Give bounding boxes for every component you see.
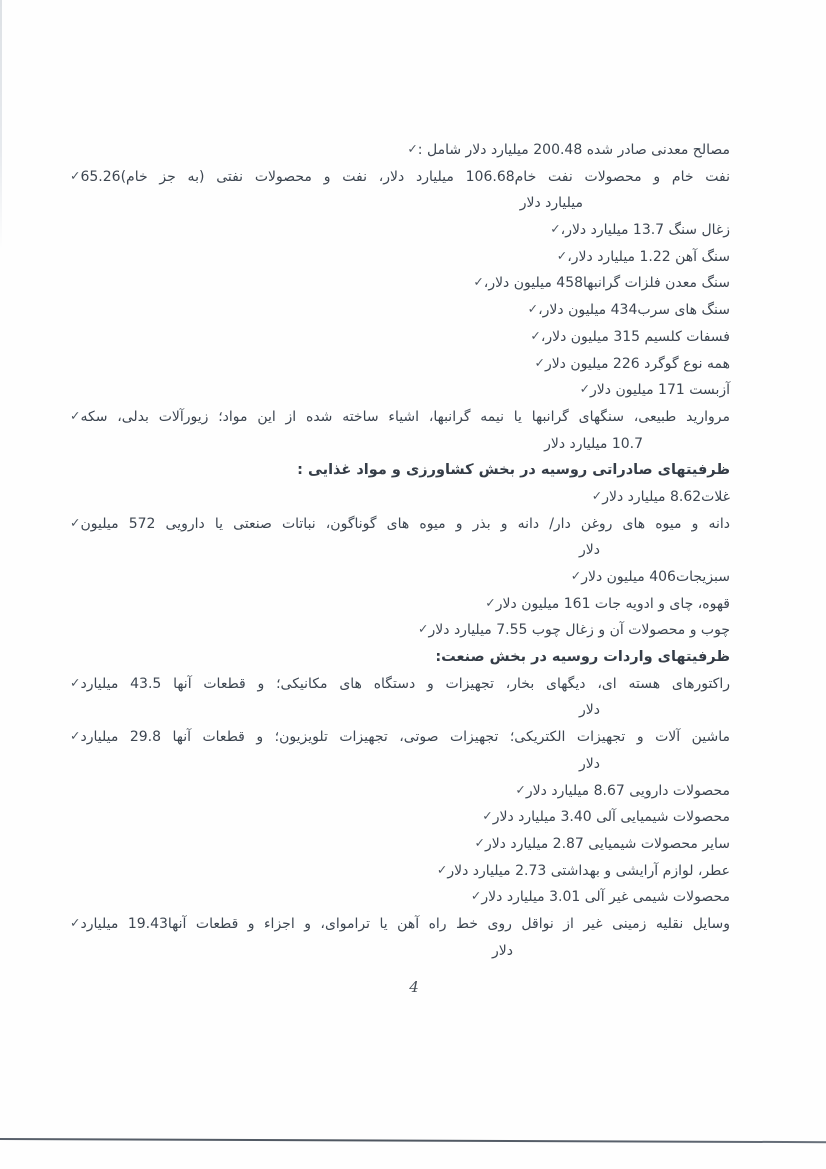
bullet-item (63, 484, 730, 511)
bullet-item (63, 831, 730, 858)
checkmark-bullet-icon: ✓ (70, 728, 81, 744)
continuation-text: دلار (579, 542, 600, 559)
checkmark-bullet-icon: ✓ (70, 914, 81, 930)
bullet-item-text: نفت خام و محصولات نفت خام106.68 میلیارد دلار، نفت و محصولات نفتی (به جز خام)65.26 (80, 168, 730, 185)
bullet-item (63, 297, 730, 324)
bullet-item-text: فسفات کلسیم 315 میلیون دلار، (540, 328, 730, 345)
continuation-text: میلیارد دلار (519, 195, 583, 212)
checkmark-bullet-icon: ✓ (70, 167, 81, 183)
checkmark-bullet-icon: ✓ (556, 247, 568, 263)
continuation-text: دلار (579, 755, 600, 772)
bullet-item-text: ماشین آلات و تجهیزات الکتریکی؛ تجهیزات صوتی، تجهیزات تلویزیون؛ و قطعات آنها 29.8 میلیارد (80, 729, 731, 746)
continuation-text: 10.7 میلیارد دلار (544, 435, 643, 452)
bullet-item-text: قهوه، چای و ادویه جات 161 میلیون دلار (495, 595, 730, 612)
bullet-item-text: سنگ معدن فلزات گرانبها458 میلیون دلار، (483, 275, 730, 292)
bullet-item-text: سنگ های سرب434 میلیون دلار، (538, 302, 730, 319)
checkmark-bullet-icon: ✓ (534, 354, 545, 370)
bullet-item-text: چوب و محصولات آن و زغال چوب 7.55 میلیارد دلار (428, 622, 730, 639)
bullet-item (63, 404, 730, 431)
bullet-item (63, 617, 730, 644)
section-heading-industry-imports (63, 644, 730, 671)
bullet-item (63, 351, 730, 378)
checkmark-bullet-icon: ✓ (515, 781, 526, 797)
bullet-item (63, 244, 730, 271)
bullet-item (63, 671, 730, 698)
bullet-item-text: سبزیجات406 میلیون دلار (581, 569, 730, 585)
continuation-line (63, 938, 730, 965)
continuation-line (63, 190, 730, 217)
bullet-item-text: مصالح معدنی صادر شده 200.48 میلیارد دلار شامل : (417, 142, 730, 158)
section-heading-text: ظرفیتهای صادراتی روسیه در بخش کشاورزی و مواد غذایی : (297, 462, 730, 479)
checkmark-bullet-icon: ✓ (70, 514, 81, 530)
checkmark-bullet-icon: ✓ (70, 674, 81, 690)
checkmark-bullet-icon: ✓ (418, 621, 429, 637)
checkmark-bullet-icon: ✓ (530, 327, 541, 343)
bullet-item-text: سنگ آهن 1.22 میلیارد دلار، (567, 248, 730, 265)
bullet-item (63, 164, 730, 191)
continuation-line (63, 751, 730, 778)
bullet-item (63, 564, 730, 591)
checkmark-bullet-icon: ✓ (436, 861, 448, 877)
continuation-line (63, 431, 730, 458)
scan-edge-artifact-left (0, 0, 2, 250)
bullet-item (63, 591, 730, 618)
bullet-item (63, 911, 730, 938)
bullet-item-text: مروارید طبیعی، سنگهای گرانبها یا نیمه گرانبها، اشیاء ساخته شده از این مواد؛ زیورآلات بدلی، سکه (80, 408, 730, 425)
bullet-item (63, 884, 730, 911)
checkmark-bullet-icon: ✓ (470, 888, 482, 904)
bullet-item (63, 324, 730, 351)
checkmark-bullet-icon: ✓ (591, 487, 603, 503)
checkmark-bullet-icon: ✓ (70, 407, 81, 423)
bullet-item (63, 217, 730, 244)
bullet-item-text: محصولات شیمیایی آلی 3.40 میلیارد دلار (492, 809, 730, 826)
scan-edge-line-bottom (0, 1138, 826, 1143)
bullet-item (63, 724, 730, 751)
bullet-item-text: آزبست 171 میلیون دلار (590, 382, 730, 399)
bullet-item-text: محصولات شیمی غیر آلی 3.01 میلیارد دلار (481, 889, 730, 906)
checkmark-bullet-icon: ✓ (579, 381, 591, 397)
bullet-item (63, 778, 730, 805)
bullet-item (63, 804, 730, 831)
continuation-line (63, 697, 730, 724)
checkmark-bullet-icon: ✓ (527, 301, 539, 317)
checkmark-bullet-icon: ✓ (473, 274, 484, 290)
bullet-item (63, 270, 730, 297)
bullet-item (63, 511, 730, 538)
continuation-text: دلار (579, 702, 600, 719)
bullet-item-text: عطر، لوازم آرایشی و بهداشتی 2.73 میلیارد دلار (447, 862, 730, 879)
continuation-line (63, 537, 730, 564)
checkmark-bullet-icon: ✓ (474, 834, 485, 850)
section-heading-text: ظرفیتهای واردات روسیه در بخش صنعت: (435, 649, 730, 666)
bullet-item (63, 377, 730, 404)
bullet-item-text: زغال سنگ 13.7 میلیارد دلار، (560, 222, 730, 239)
bullet-item-text: سایر محصولات شیمیایی 2.87 میلیارد دلار (484, 835, 730, 852)
checkmark-bullet-icon: ✓ (570, 568, 582, 583)
bullet-item-text: غلات8.62 میلیارد دلار (602, 488, 730, 505)
checkmark-bullet-icon: ✓ (482, 808, 493, 824)
bullet-item-text: دانه و میوه های روغن دار/ دانه و بذر و میوه های گوناگون، نباتات صنعتی یا دارویی 572 میلیون (80, 515, 730, 532)
checkmark-bullet-icon: ✓ (485, 594, 496, 610)
bullet-item-text: راکتورهای هسته ای، دیگهای بخار، تجهیزات و دستگاه های مکانیکی؛ و قطعات آنها 43.5 میلیارد (80, 675, 731, 692)
bullet-item (63, 137, 730, 164)
section-heading-agriculture-exports (63, 457, 730, 484)
page-number: 4 (409, 978, 419, 996)
bullet-item-text: محصولات دارویی 8.67 میلیارد دلار (525, 782, 730, 799)
continuation-text: دلار (492, 942, 513, 959)
document-body (63, 137, 730, 964)
bullet-item-text: همه نوع گوگرد 226 میلیون دلار (544, 355, 730, 372)
bullet-item-text: وسایل نقلیه زمینی غیر از نواقل روی خط راه آهن یا تراموای، و اجزاء و قطعات آنها19.43 میلیارد (80, 915, 730, 932)
checkmark-bullet-icon: ✓ (550, 221, 561, 237)
checkmark-bullet-icon: ✓ (407, 141, 418, 156)
bullet-item (63, 858, 730, 885)
